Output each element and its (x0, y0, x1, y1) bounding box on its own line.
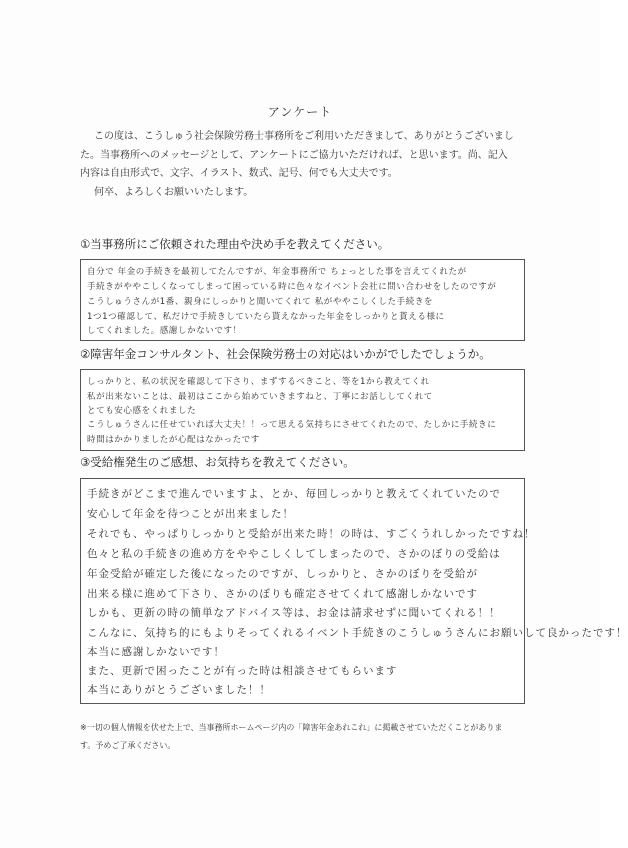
intro-paragraph (80, 128, 540, 202)
question-2: ②障害年金コンサルタント、社会保険労務士の対応はいかがでしたでしょうか。 (80, 347, 491, 361)
handwritten-line: しかも、更新の時の簡単なアドバイス等は、お金は請求せずに聞いてくれる！！ (87, 607, 501, 619)
handwritten-line: してくれました。感謝しかないです！ (87, 326, 242, 336)
handwritten-line: また、更新で困ったことが有った時は相談させてもらいます (87, 665, 398, 677)
handwritten-line: こうしゅうさんに任せていれば大丈夫！！って思える気持ちにさせてくれたので、たしかに手続きに (87, 420, 497, 430)
handwritten-line: 手続きがややこしくなってしまって困っている時に色々なイベント会社に問い合わせをしたのですが (87, 282, 497, 292)
handwritten-line: 本当に感謝しかないです！ (87, 646, 225, 658)
footnote-line: ※一切の個人情報を伏せた上で、当事務所ホームページ内の「障害年金あれこれ」に掲載させていただくことがありま (80, 723, 503, 732)
answer-box-3 (80, 478, 628, 704)
handwritten-line: 本当にありがとうございました！！ (87, 684, 271, 696)
intro-line: 内容は自由形式で、文字、イラスト、数式、記号、何でも大丈夫です。 (80, 168, 398, 179)
handwritten-line: 安心して年金を待つことが出来ました！ (87, 508, 294, 520)
handwritten-line: 時間はかかりましたが心配はなかったです (87, 435, 260, 445)
question-1: ①当事務所にご依頼された理由や決め手を教えてください。 (80, 237, 390, 251)
page-title: アンケート (267, 105, 333, 119)
handwritten-line: 手続きがどこまで進んでいますよ、とか、毎回しっかりと教えてくれていたので (87, 488, 501, 500)
handwritten-line: 私が出来ないことは、最初はここから始めていきますねと、丁寧にお話ししてくれて (87, 392, 433, 402)
intro-line: た。当事務所へのメッセージとして、アンケートにご協力いただければ、と思います。尚、記入 (80, 149, 508, 161)
handwritten-line: こんなに、気持ち的にもよりそってくれるイベント手続きのこうしゅうさんにお願いして良かったです！ (87, 627, 628, 639)
question-3: ③受給権発生のご感想、お気持ちを教えてください。 (80, 455, 355, 469)
handwritten-line: それでも、やっぱりしっかりと受給が出来た時！の時は、すごくうれしかったですね！ (87, 528, 536, 540)
handwritten-line: 自分で 年金の手続きを最初してたんですが、年金事務所で ちょっとした事を言えてくれたが (87, 267, 467, 277)
handwritten-line: こうしゅうさんが1番、親身にしっかりと聞いてくれて 私がややこしくした手続きを (87, 297, 434, 307)
intro-line: 何卒、よろしくお願いいたします。 (94, 186, 254, 198)
handwritten-line: 色々と私の手続きの進め方をややこしくしてしまったので、さかのぼりの受給は (87, 548, 501, 560)
handwritten-line: 年金受給が確定した後になったのですが、しっかりと、さかのぼりを受給が (87, 568, 478, 580)
handwritten-line: 1つ1つ確認して、私だけで手続きしていたら貰えなかった年金をしっかりと貰える様に (87, 312, 445, 322)
handwritten-line: 出来る様に進めて下さり、さかのぼりも確定させてくれて感謝しかないです (87, 588, 478, 600)
footnote-line: す。予めご了承ください。 (80, 741, 176, 750)
handwritten-line: とても安心感をくれました (87, 406, 197, 416)
intro-line: この度は、こうしゅう社会保険労務士事務所をご利用いただきまして、ありがとうございまし (94, 131, 514, 142)
answer-box-2 (80, 369, 525, 451)
answer-box-1 (80, 259, 525, 341)
handwritten-line: しっかりと、私の状況を確認して下さり、まずするべきこと、等を1から教えてくれ (87, 377, 430, 387)
